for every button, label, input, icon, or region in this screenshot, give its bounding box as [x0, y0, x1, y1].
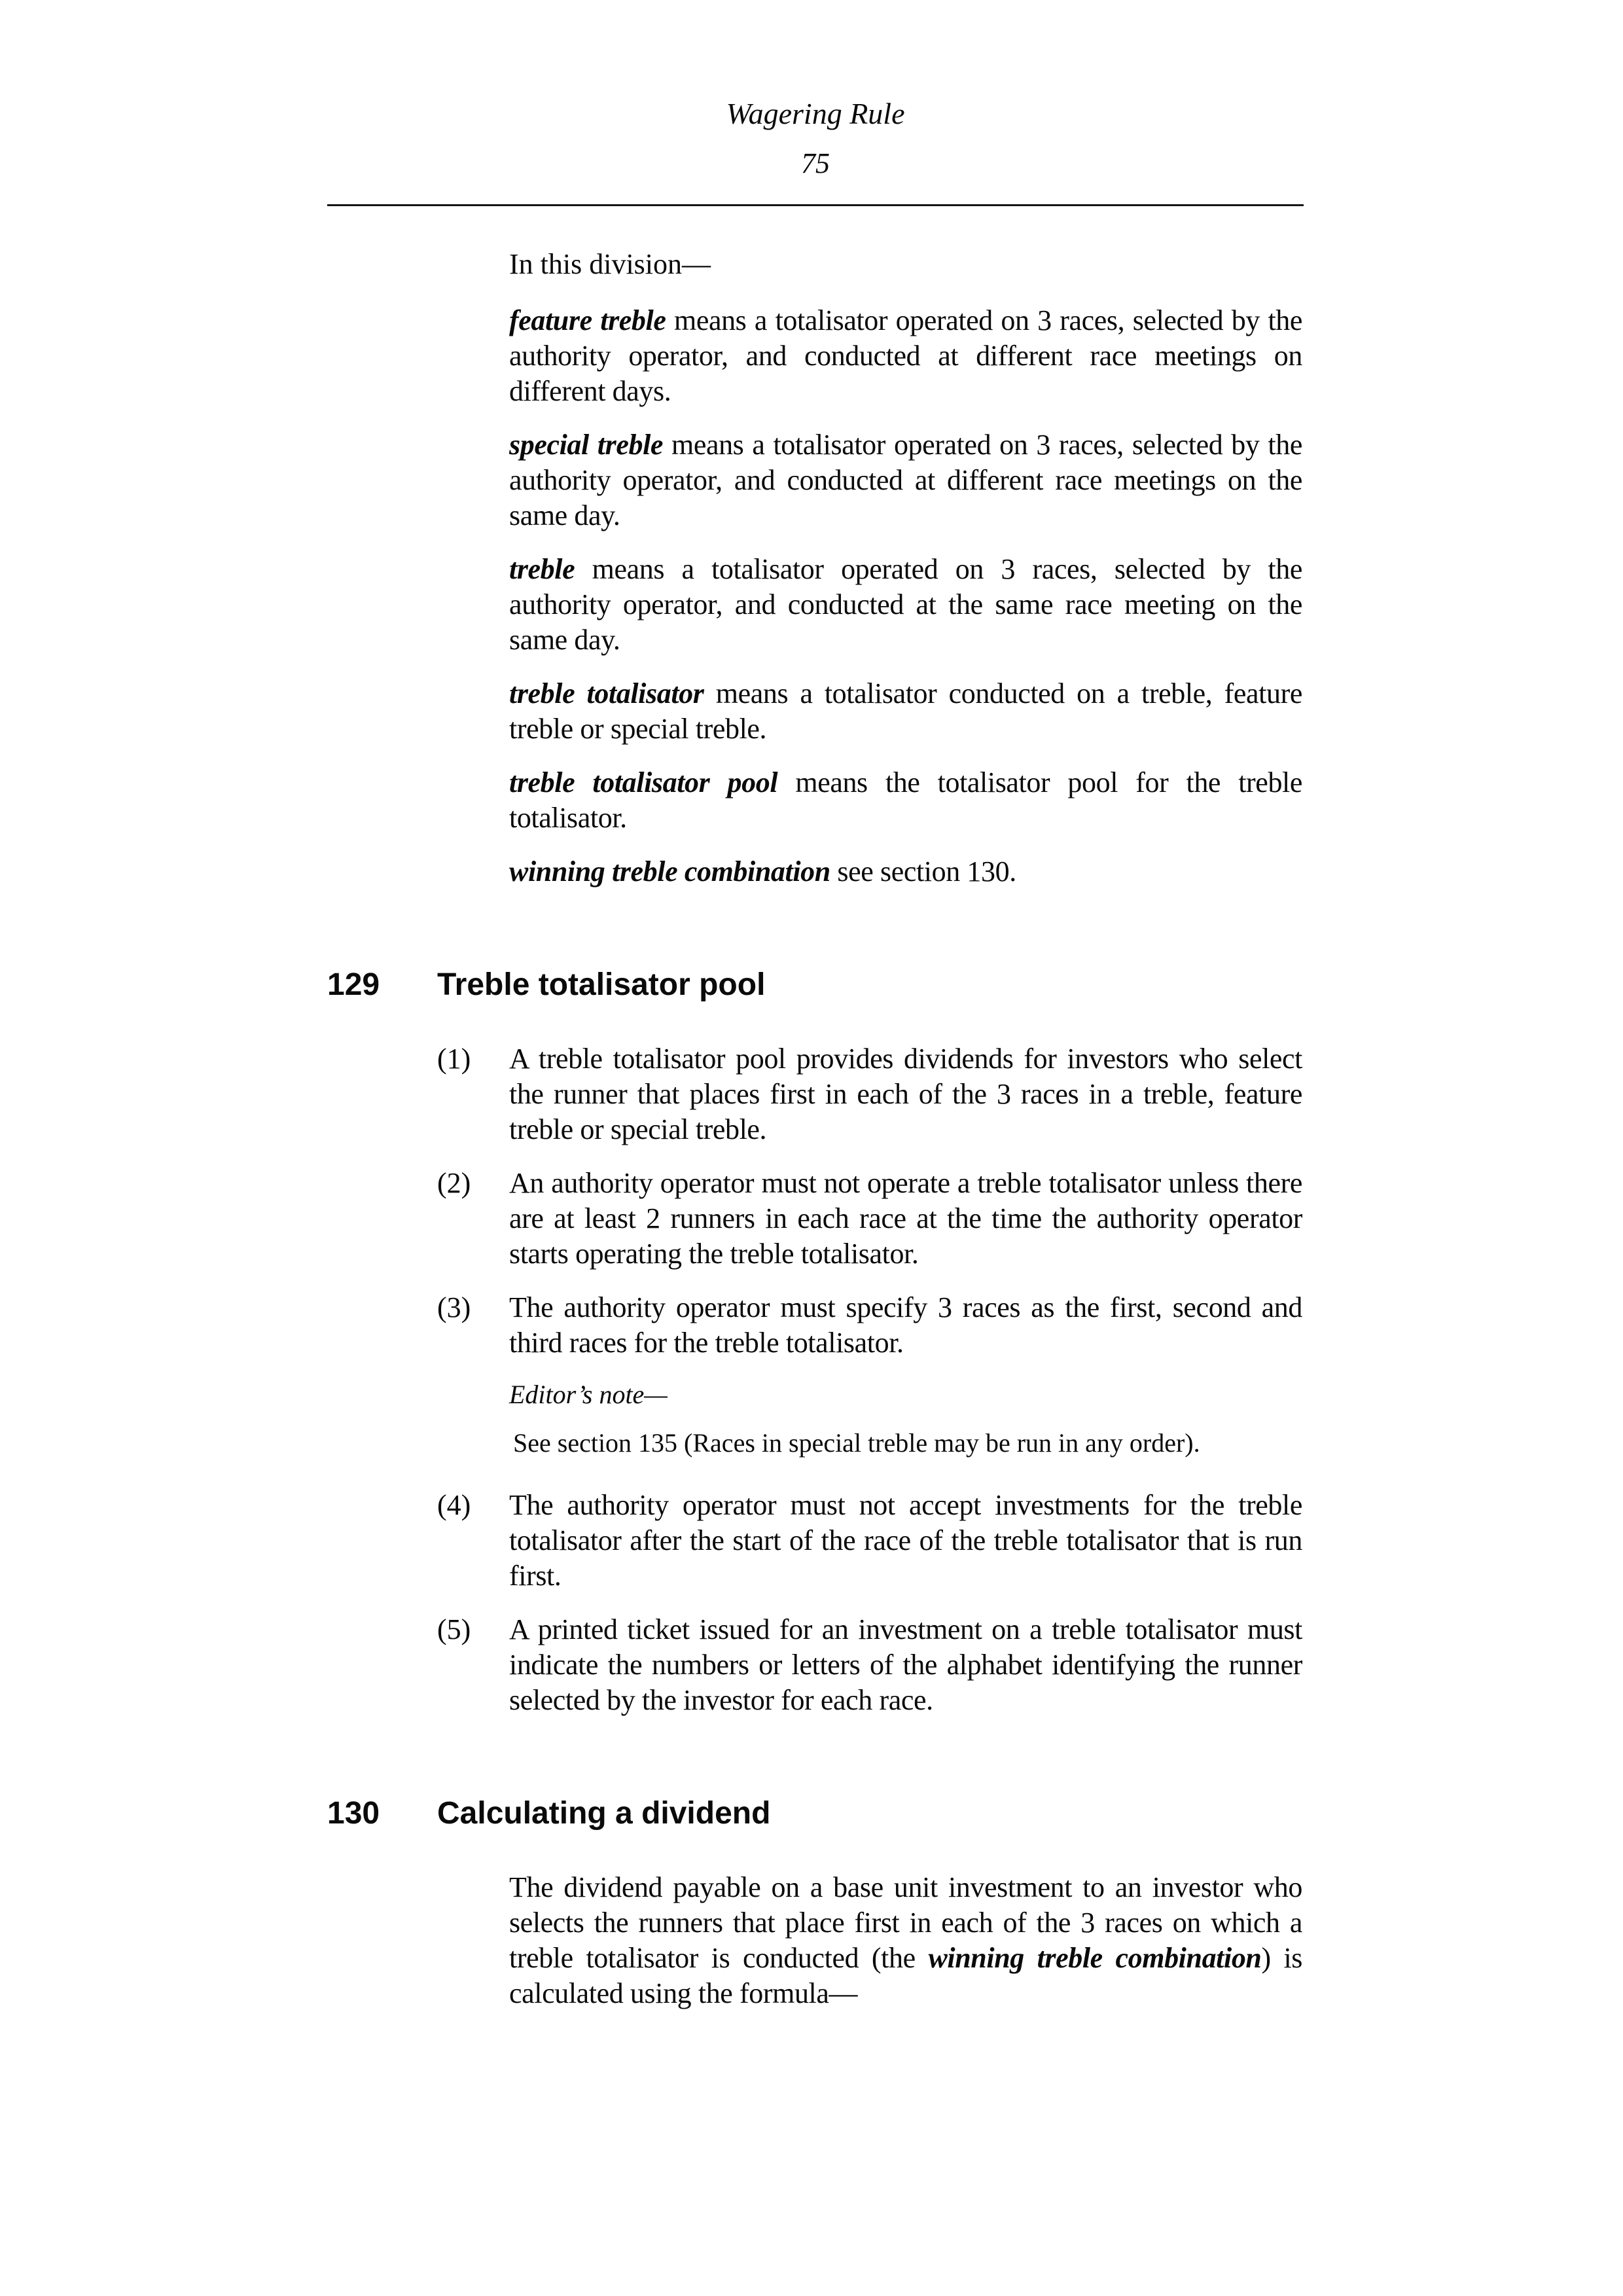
- subsection-number: (5): [437, 1613, 471, 1645]
- defined-term: winning treble combination: [509, 855, 830, 888]
- definition-feature-treble: [509, 303, 1302, 409]
- subsection-number: (4): [437, 1489, 471, 1521]
- definition-text: means a totalisator operated on 3 races, selected by the authority operator, and conducted at different race meetings on the same day.: [509, 429, 1302, 531]
- definition-treble-totalisator: [509, 676, 1302, 747]
- subsection-text: A printed ticket issued for an investment on a treble totalisator must indicate the numbers or letters of the alphabet identifying the runner selected by the investor for each race.: [509, 1613, 1302, 1716]
- defined-term-inline: winning treble combination: [928, 1942, 1262, 1974]
- section-130-heading: [327, 1795, 1302, 1832]
- definition-text: means a totalisator conducted on a treble, feature treble or special treble.: [509, 677, 1302, 745]
- subsection-number: (1): [437, 1043, 471, 1075]
- definition-winning-treble-combination: [509, 854, 1302, 889]
- defined-term: special treble: [509, 429, 664, 461]
- intro-line: In this division—: [509, 248, 711, 280]
- subsection-text: A treble totalisator pool provides dividends for investors who select the runner that places first in each of the 3 races in a treble, feature treble or special treble.: [509, 1043, 1302, 1145]
- editors-note-text: See section 135 (Races in special treble may be run in any order).: [513, 1428, 1200, 1458]
- page-number: 75: [801, 147, 830, 179]
- definition-special-treble: [509, 427, 1302, 533]
- subsection-129-1: [437, 1041, 1302, 1147]
- body-text: ) is calculated using the formula—: [509, 1942, 1303, 2009]
- subsection-text: The authority operator must specify 3 races as the first, second and third races for the treble totalisator.: [509, 1291, 1302, 1359]
- document-body: [327, 247, 1302, 2011]
- definition-treble: [509, 552, 1302, 658]
- section-title: Treble totalisator pool: [437, 967, 766, 1002]
- defined-term: treble: [509, 553, 575, 585]
- document-title: Wagering Rule: [726, 97, 905, 130]
- editors-note-label: Editor’s note—: [509, 1380, 668, 1409]
- header-divider: [327, 204, 1304, 206]
- subsection-129-3: [437, 1290, 1302, 1361]
- definition-text: means the totalisator pool for the treble totalisator.: [509, 766, 1302, 834]
- definition-text: means a totalisator operated on 3 races, selected by the authority operator, and conducted at different race meetings on different days.: [509, 304, 1302, 407]
- defined-term: treble totalisator pool: [509, 766, 778, 798]
- section-number: 130: [327, 1796, 380, 1831]
- subsection-number: (2): [437, 1167, 471, 1199]
- definition-text: means a totalisator operated on 3 races, selected by the authority operator, and conducted at the same race meeting on the same day.: [509, 553, 1302, 656]
- section-129-heading: [327, 967, 1302, 1003]
- subsection-129-2: [437, 1166, 1302, 1272]
- subsection-129-5: [437, 1612, 1302, 1718]
- definition-treble-totalisator-pool: [509, 765, 1302, 836]
- subsection-text: The authority operator must not accept investments for the treble totalisator after the start of the race of the treble totalisator that is run first.: [509, 1489, 1302, 1592]
- section-130-body: [509, 1870, 1302, 2011]
- subsection-129-4: [437, 1488, 1302, 1594]
- subsection-text: An authority operator must not operate a treble totalisator unless there are at least 2 runners in each race at the time the authority operator starts operating the treble totalisator.: [509, 1167, 1302, 1270]
- section-number: 129: [327, 967, 380, 1002]
- definition-text: see section 130.: [830, 855, 1016, 888]
- subsection-number: (3): [437, 1291, 471, 1323]
- body-text: The dividend payable on a base unit investment to an investor who selects the runners that place first in each of the 3 races on which a treble totalisator is conducted (the: [509, 1871, 1302, 1974]
- defined-term: feature treble: [509, 304, 666, 336]
- defined-term: treble totalisator: [509, 677, 704, 709]
- page-header: [327, 96, 1304, 206]
- section-title: Calculating a dividend: [437, 1796, 771, 1831]
